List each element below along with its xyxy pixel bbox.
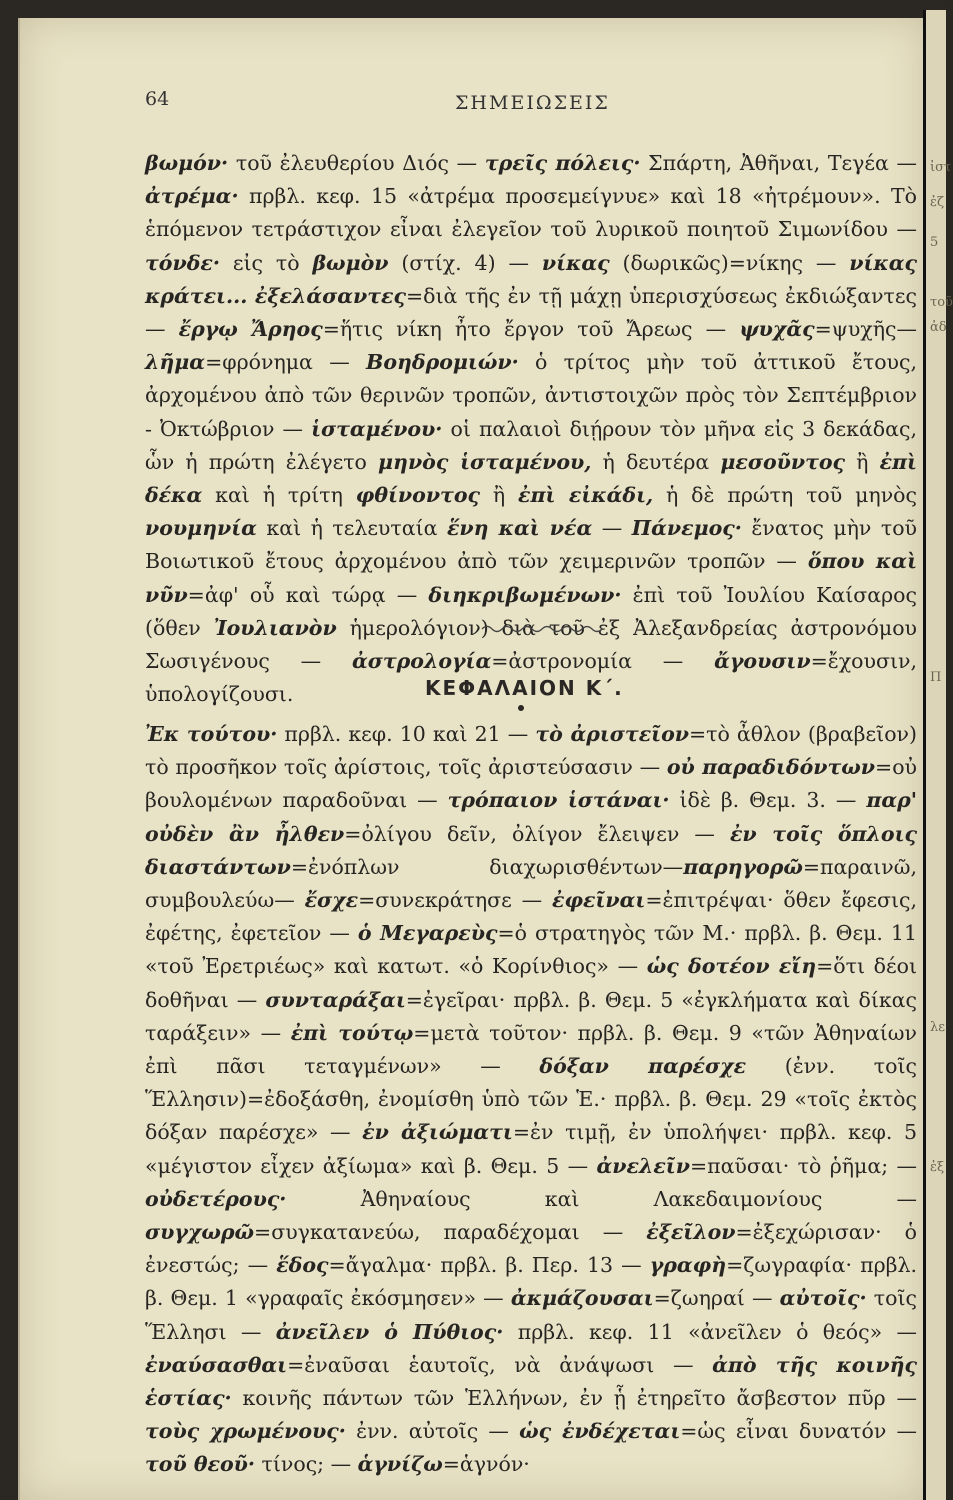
note-text: =ἐνόπλων διαχωρισθέντων—	[290, 854, 684, 879]
lemma-term: Πάνεμος·	[631, 516, 742, 541]
lemma-term: οὐδετέρους·	[145, 1186, 287, 1211]
lemma-term: ὡς δοτέον εἴη	[646, 954, 817, 979]
lemma-term: τόνδε·	[145, 250, 220, 275]
lemma-term: διηκριβωμένων·	[428, 582, 622, 607]
note-text: ἰδὲ β. Θεμ. 3. —	[669, 788, 867, 813]
lemma-term: Ἐκ τούτου·	[145, 722, 278, 746]
lemma-term: ἀτρέμα·	[145, 184, 239, 209]
lemma-term: ἐν τοῖς ὅπλοις διαστάντων	[145, 821, 917, 879]
note-text: =ἐν τιμῇ, ἐν ὑπολήψει· πρβλ. κεφ. 5 «μέγιστον εἶχεν ἀξίωμα» καὶ β. Θεμ. 5 —	[145, 1120, 917, 1178]
lemma-term: ἐναύσασθαι	[145, 1352, 288, 1377]
note-text: =μετὰ τοῦτον· πρβλ. β. Θεμ. 9 «τῶν Ἀθηναίων ἐπὶ πᾶσι τεταγμένων» —	[145, 1020, 917, 1079]
note-text: =ὀλίγου δεῖν, ὀλίγον ἔλειψεν —	[344, 821, 730, 846]
lemma-term: ἐπὶ τούτῳ	[290, 1020, 414, 1045]
lemma-term: Βοηδρομιών·	[366, 350, 519, 375]
edge-fragment: Π	[930, 670, 942, 685]
lemma-term: ἄγουσιν	[714, 649, 811, 674]
lemma-term: συνταράξαι	[265, 987, 406, 1012]
lemma-term: βωμὸν	[312, 250, 389, 275]
lemma-term: νίκας	[541, 250, 610, 275]
lemma-term: ἔσχε	[304, 888, 359, 913]
lemma-term: τρόπαιον ἱστάναι·	[447, 788, 670, 813]
edge-fragment: ἰστ	[930, 160, 952, 175]
note-text: =ἐπιτρέψαι· ὅθεν ἔφεσις, ἐφέτης, ἐφετεῖον —	[145, 888, 917, 946]
note-text: =παῦσαι· τὸ ῥῆμα; —	[689, 1153, 917, 1178]
note-text: =ἐγεῖραι· πρβλ. β. Θεμ. 5 «ἐγκλήματα καὶ δίκας ταράξειν» —	[145, 987, 917, 1045]
lemma-term: ἕδος	[276, 1253, 329, 1278]
lemma-term: γραφὴ	[649, 1253, 727, 1278]
chapter-heading: ΚΕΦΑΛΑΙΟΝ Κ΄.	[425, 676, 624, 700]
note-text: οἱ παλαιοὶ διῄρουν τὸν μῆνα εἰς 3 δεκάδας, ὧν ἡ πρώτη ἐλέγετο	[145, 416, 917, 474]
note-text: =ἀφ' οὗ καὶ τώρᾳ —	[187, 582, 429, 607]
lemma-term: ἐφεῖναι	[552, 888, 646, 913]
note-text: Ἀθηναίους καὶ Λακεδαιμονίους —	[286, 1186, 917, 1211]
note-text	[247, 284, 255, 308]
lemma-term: βωμόν·	[145, 151, 229, 175]
lemma-term: ἱσταμένου·	[311, 416, 443, 441]
note-text: ἡ δευτέρα	[591, 449, 721, 474]
note-text: =φρόνημα —	[205, 350, 367, 375]
lemma-term: αὐτοῖς·	[779, 1286, 867, 1311]
note-text: καὶ ἡ τρίτη	[202, 483, 356, 508]
lemma-term: νουμηνία	[145, 516, 257, 541]
lemma-term: ἐξελάσαντες	[254, 283, 406, 308]
edge-fragment: 5	[930, 235, 939, 250]
note-text: =ὡς εἶναι δυνατόν —	[680, 1419, 918, 1444]
note-text: =παραινῶ, συμβουλεύω—	[145, 854, 917, 913]
lemma-term: νίκας κράτει...	[145, 250, 917, 308]
lemma-term: ὅπου καὶ νῦν	[145, 549, 917, 607]
running-title: ΣΗΜΕΙΩΣΕΙΣ	[455, 92, 610, 114]
lemma-term: παρηγορῶ	[683, 854, 803, 879]
lemma-term: μεσοῦντος	[720, 449, 846, 474]
lemma-term: τρεῖς πόλεις·	[484, 151, 641, 175]
lemma-term: τοὺς χρωμένους·	[145, 1419, 346, 1444]
edge-fragment: λε	[930, 1020, 945, 1035]
note-text: τίνος; —	[255, 1452, 358, 1477]
lemma-term: δόξαν παρέσχε	[539, 1054, 747, 1079]
notes-paragraph-2	[145, 718, 917, 1482]
note-text: =συγκατανεύω, παραδέχομαι —	[254, 1220, 647, 1245]
note-text: =ὅτι δέοι δοθῆναι —	[145, 954, 917, 1012]
lemma-term: μηνὸς ἱσταμένου,	[378, 449, 592, 474]
note-text	[238, 317, 251, 341]
edge-fragment: τοῦ	[930, 295, 953, 310]
lemma-term: ἁγνίζω	[357, 1452, 443, 1477]
ornamental-divider	[480, 623, 600, 635]
note-text: πρβλ. κεφ. 10 καὶ 21 —	[277, 722, 536, 746]
lemma-term: ἀστρολογία	[351, 649, 492, 674]
lemma-term: λῆμα	[145, 350, 206, 375]
adjacent-page-edge	[923, 10, 953, 1500]
note-text: ἐνν. αὐτοῖς —	[345, 1419, 520, 1444]
lemma-term: ἕνη καὶ νέα	[446, 516, 593, 541]
note-text: ἐπὶ τοῦ Ἰουλίου Καίσαρος (ὅθεν	[145, 582, 918, 640]
lemma-term: ψυχᾶς	[739, 317, 815, 342]
lemma-term: παρ' οὐδὲν ἂν ἦλθεν	[145, 788, 918, 846]
note-text: κοινῆς πάντων τῶν Ἑλλήνων, ἐν ᾗ ἐτηρεῖτο ἄσβεστον πῦρ —	[231, 1386, 917, 1411]
lemma-term: ὁ Μεγαρεὺς	[357, 921, 498, 946]
note-text: ἔνατος μὴν τοῦ Βοιωτικοῦ ἔτους ἀρχομένου ἀπὸ τῶν χειμερινῶν τροπῶν —	[145, 516, 917, 574]
edge-fragment: ἐζ	[930, 195, 945, 210]
note-text: =ἄγαλμα· πρβλ. β. Περ. 13 —	[328, 1253, 650, 1278]
note-text: τοῖς Ἕλλησι —	[145, 1286, 917, 1344]
note-text: ἡμερολόγιον) διὰ τοῦ ἐξ Ἀλεξανδρείας ἀστρονόμου Σωσιγένους —	[145, 615, 917, 674]
note-text: =ἀστρονομία —	[491, 649, 715, 674]
note-text: (στίχ. 4) —	[388, 250, 542, 275]
note-text: πρβλ. κεφ. 11 «ἀνεῖλεν ὁ θεός» —	[503, 1319, 918, 1344]
note-text: =διὰ τῆς ἐν τῇ μάχῃ ὑπερισχύσεως ἐκδιώξαντες —	[145, 283, 917, 342]
note-text: =ζωγραφία· πρβλ. β. Θεμ. 1 «γραφαῖς ἐκόσμησεν» —	[145, 1253, 917, 1311]
note-text: εἰς τὸ	[219, 250, 313, 275]
heading-dot	[518, 705, 524, 711]
note-text: =ζωηραί —	[653, 1286, 780, 1311]
lemma-term: ἀπὸ τῆς κοινῆς ἑστίας·	[145, 1352, 917, 1411]
edge-fragment: ἐξ	[930, 1160, 945, 1175]
lemma-term: ἔργῳ	[178, 317, 238, 342]
note-text: =ἐναῦσαι ἑαυτοῖς, νὰ ἀνάψωσι —	[287, 1352, 713, 1377]
note-text: (δωρικῶς)=νίκης —	[609, 250, 850, 275]
note-text: =συνεκράτησε —	[358, 888, 553, 913]
note-text: =ἐξεχώρισαν· ὁ ἐνεστώς; —	[145, 1220, 917, 1278]
lemma-term: ἀνελεῖν	[596, 1153, 690, 1178]
note-text: =ἔχουσιν, ὑπολογίζουσι.	[145, 649, 917, 707]
lemma-term: Ἄρηος	[250, 317, 323, 342]
lemma-term: ἐπὶ εἰκάδι,	[518, 483, 654, 508]
lemma-term: Ἰουλιανὸν	[213, 615, 337, 640]
note-text: ἡ δὲ πρώτη τοῦ μηνὸς	[653, 483, 917, 508]
lemma-term: τοῦ θεοῦ·	[145, 1452, 255, 1477]
note-text: =ψυχῆς—	[814, 317, 917, 342]
note-text: ἢ	[845, 449, 880, 474]
edge-fragment: ἀδ	[930, 320, 947, 335]
lemma-term: τὸ ἀριστεῖον	[535, 722, 689, 746]
lemma-term: ἐπὶ δέκα	[145, 449, 917, 508]
note-text: —	[592, 516, 632, 541]
note-text: ἢ	[480, 483, 519, 508]
note-text: =ἥτις νίκη ἦτο ἔργον τοῦ Ἄρεως —	[322, 317, 740, 342]
page-number: 64	[145, 88, 170, 110]
lemma-term: ἐξεῖλον	[646, 1220, 736, 1245]
lemma-term: φθίνοντος	[355, 483, 480, 508]
note-text: Σπάρτη, Ἀθῆναι, Τεγέα —	[640, 151, 918, 175]
note-text: τοῦ ἐλευθερίου Διός —	[228, 151, 485, 175]
lemma-term: ὡς ἐνδέχεται	[519, 1419, 681, 1444]
note-text: =ἁγνόν·	[442, 1452, 530, 1477]
lemma-term: ἀκμάζουσαι	[510, 1286, 654, 1311]
note-text: καὶ ἡ τελευταία	[256, 516, 447, 541]
note-text: πρβλ. κεφ. 15 «ἀτρέμα προσεμείγνυε» καὶ 18 «ἠτρέμουν». Τὸ ἑπόμενον τετράστιχον εἶναι ἐλεγεῖον τοῦ λυρικοῦ ποιητοῦ Σιμωνίδου —	[145, 184, 917, 242]
lemma-term: ἀνεῖλεν ὁ Πύθιος·	[275, 1319, 504, 1344]
lemma-term: οὐ παραδιδόντων	[666, 755, 876, 780]
lemma-term: ἐν ἀξιώματι	[362, 1120, 513, 1145]
note-text: (ἐνν. τοῖς Ἕλλησιν)=ἐδοξάσθη, ἐνομίσθη ὑπὸ τῶν Ἑ.· πρβλ. β. Θεμ. 29 «τοῖς ἐκτὸς δόξαν παρέσχε» —	[145, 1054, 917, 1145]
note-text: =οὐ βουλομένων παραδοῦναι —	[145, 755, 917, 813]
note-text: =τὸ ἆθλον (βραβεῖον) τὸ προσῆκον τοῖς ἀρίστοις, τοῖς ἀριστεύσασιν —	[145, 722, 917, 780]
lemma-term: συγχωρῶ	[145, 1220, 255, 1245]
note-text: ὁ τρίτος μὴν τοῦ ἀττικοῦ ἔτους, ἀρχομένου ἀπὸ τῶν θερινῶν τροπῶν, ἀντιστοιχῶν πρὸς τὸν Σεπτέμβριον - Ὀκτώβριον —	[145, 350, 918, 441]
note-text: =ὁ στρατηγὸς τῶν Μ.· πρβλ. β. Θεμ. 11 «τοῦ Ἐρετριέως» καὶ κατωτ. «ὁ Κορίνθιος» —	[145, 921, 917, 979]
